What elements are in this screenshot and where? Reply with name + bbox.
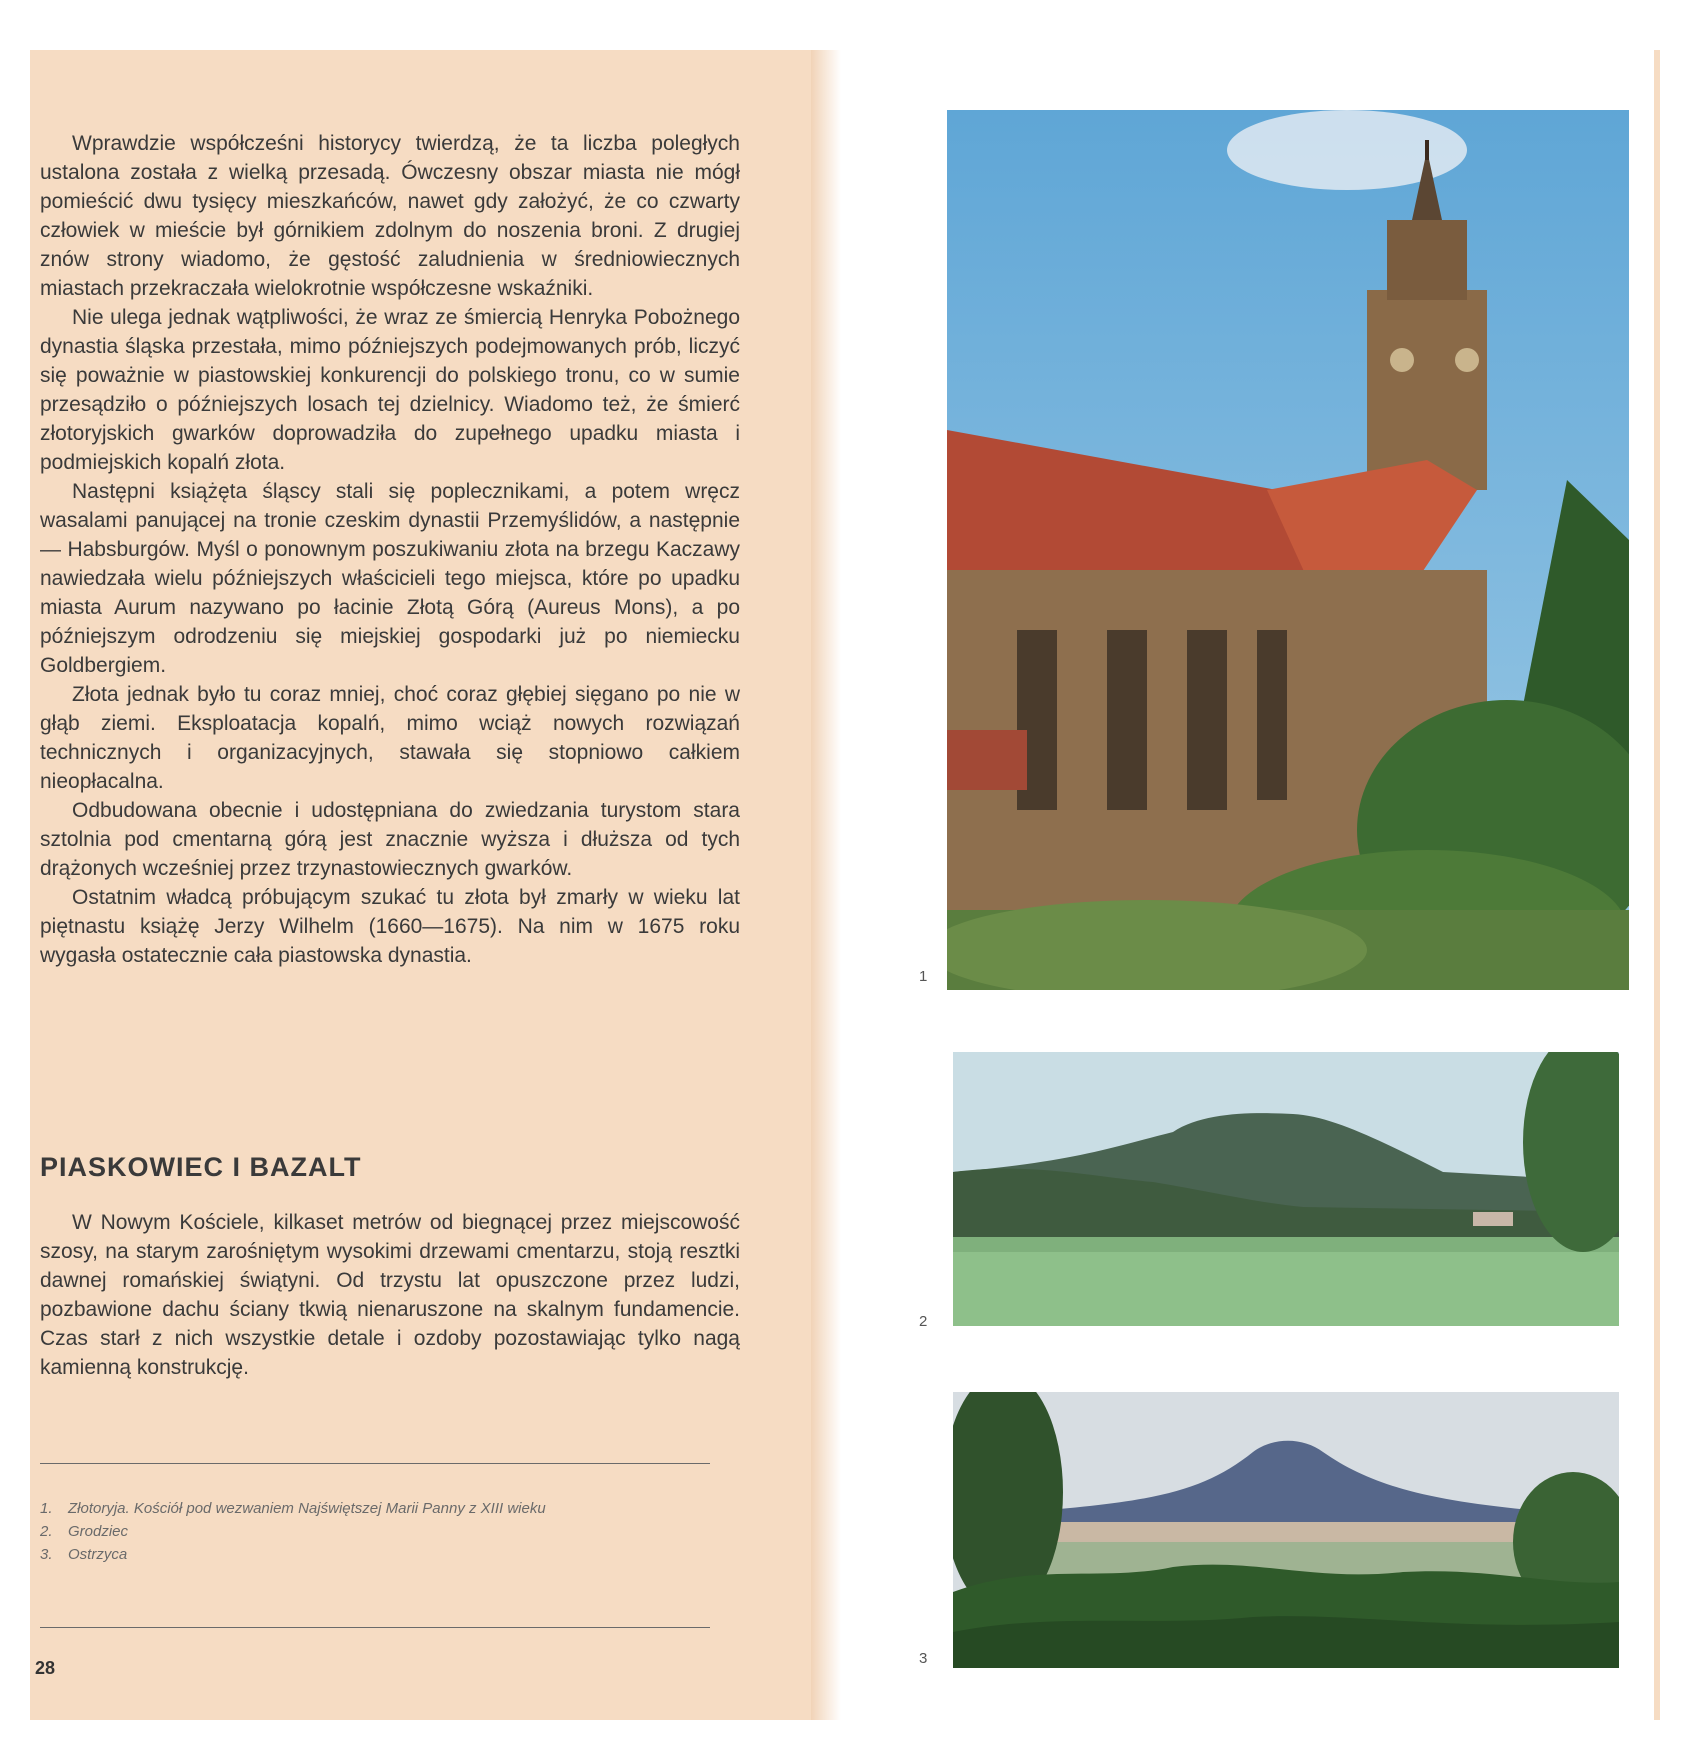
ostrzyca-image bbox=[953, 1392, 1619, 1668]
caption-2 bbox=[40, 1520, 740, 1543]
caption-text: Ostrzyca bbox=[68, 1546, 128, 1563]
grodziec-image bbox=[953, 1052, 1619, 1326]
ostrzyca-hill-photo bbox=[953, 1392, 1619, 1668]
book-spread bbox=[30, 50, 1660, 1720]
page-number: 28 bbox=[35, 1658, 56, 1678]
caption-text: Grodziec bbox=[68, 1523, 129, 1540]
right-page bbox=[841, 50, 1660, 1720]
caption-number: 2. bbox=[40, 1523, 53, 1540]
paragraph: Odbudowana obecnie i udostępniana do zwiedzania turystom stara sztolnia pod cmentarną górą jest znacznie wyższa i dłuższa od tych drążonych wcześniej przez trzynastowiecznych gwarków. bbox=[40, 799, 740, 880]
church-photo bbox=[947, 110, 1629, 990]
photo-label-1: 1 bbox=[919, 968, 928, 985]
section-text bbox=[40, 1208, 740, 1382]
church-image bbox=[947, 110, 1629, 990]
paragraph: Wprawdzie współcześni historycy twierdzą, że ta liczba poległych ustalona została z wielką przesadą. Ówczesny obszar miasta nie mógł pomieścić dwu tysięcy mieszkańców, nawet gdy założyć, że co czwarty człowiek w mieście był górnikiem zdolnym do noszenia broni. Z drugiej znów strony wiadomo, że gęstość zaludnienia w średniowiecznych miastach przekraczała wielokrotnie współczesne wskaźniki. bbox=[40, 132, 740, 300]
caption-number: 1. bbox=[40, 1500, 53, 1517]
section-title: PIASKOWIEC I BAZALT bbox=[40, 1152, 362, 1182]
paragraph: W Nowym Kościele, kilkaset metrów od biegnącej przez miejscowość szosy, na starym zarośniętym wysokimi drzewami cmentarzu, stoją resztki dawnej romańskiej świątyni. Od trzystu lat opuszczone przez ludzi, pozbawione dachu ściany tkwią nienaruszone na skalnym fundamencie. Czas starł z nich wszystkie detale i ozdoby pozostawiając tylko nagą kamienną konstrukcję. bbox=[40, 1211, 740, 1379]
paragraph: Ostatnim władcą próbującym szukać tu złota był zmarły w wieku lat piętnastu książę Jerzy Wilhelm (1660—1675). Na nim w 1675 roku wygasła ostatecznie cała piastowska dynastia. bbox=[40, 886, 740, 967]
caption-text: Złotoryja. Kościół pod wezwaniem Najświętszej Marii Panny z XIII wieku bbox=[68, 1500, 546, 1517]
left-page bbox=[30, 50, 811, 1720]
photo-label-2: 2 bbox=[919, 1313, 928, 1330]
paragraph: Nie ulega jednak wątpliwości, że wraz ze śmiercią Henryka Pobożnego dynastia śląska przestała, mimo późniejszych podejmowanych prób, liczyć się poważnie w piastowskiej konkurencji do polskiego tronu, co w sumie przesądziło o późniejszych losach tej dzielnicy. Wiadomo też, że śmierć złotoryjskich gwarków doprowadziła do zupełnego upadku miasta i podmiejskich kopalń złota. bbox=[40, 306, 740, 474]
page-gutter bbox=[811, 50, 841, 1720]
divider-bottom bbox=[40, 1627, 710, 1628]
body-text bbox=[40, 129, 740, 970]
grodziec-hill-photo bbox=[953, 1052, 1619, 1326]
caption-3 bbox=[40, 1543, 740, 1566]
photo-captions bbox=[40, 1497, 740, 1566]
caption-number: 3. bbox=[40, 1546, 53, 1563]
paragraph: Następni książęta śląscy stali się poplecznikami, a potem wręcz wasalami panującej na tronie czeskim dynastii Przemyślidów, a następnie — Habsburgów. Myśl o ponownym poszukiwaniu złota na brzegu Kaczawy nawiedzała wielu późniejszych właścicieli tego miejsca, które po upadku miasta Aurum nazywano po łacinie Złotą Górą (Aureus Mons), a po późniejszym odrodzeniu się miejskiej gospodarki już po niemiecku Goldbergiem. bbox=[40, 480, 740, 677]
divider-top bbox=[40, 1463, 710, 1464]
caption-1 bbox=[40, 1497, 740, 1520]
paragraph: Złota jednak było tu coraz mniej, choć coraz głębiej sięgano po nie w głąb ziemi. Eksploatacja kopalń, mimo wciąż nowych rozwiązań technicznych i organizacyjnych, stawała się stopniowo całkiem nieopłacalna. bbox=[40, 683, 740, 793]
photo-label-3: 3 bbox=[919, 1650, 928, 1667]
